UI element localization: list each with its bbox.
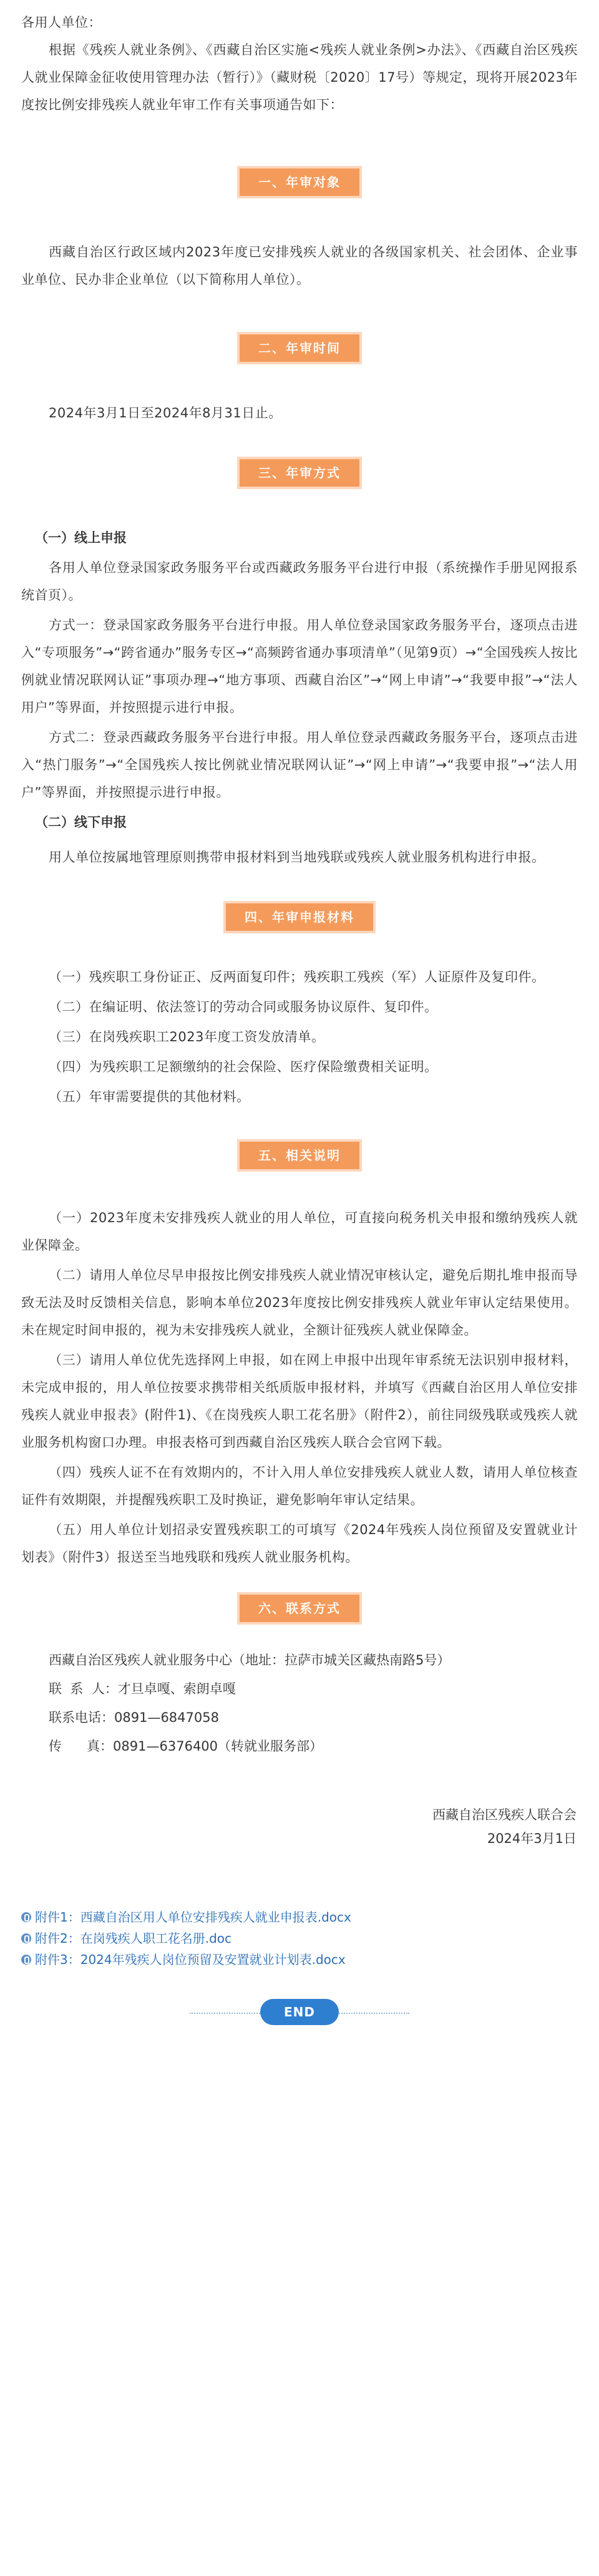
notes-item: （四）残疾人证不在有效期内的，不计入用人单位安排残疾人就业人数，请用人单位核查证件有效期限，并提醒残疾职工及时换证，避免影响年审认定结果。 [21,1465,578,1507]
section-badge: 五、相关说明 [240,1142,359,1169]
materials-item: （二）在编证明、依法签订的劳动合同或服务协议原件、复印件。 [49,999,438,1014]
contact-phone: 联系电话：0891—6847058 [49,1710,219,1725]
signature-org: 西藏自治区残疾人联合会 [432,1807,577,1822]
contact-org: 西藏自治区残疾人就业服务中心（地址：拉萨市城关区藏热南路5号） [49,1653,450,1668]
contact-fax: 传 真：0891—6376400（转就业服务部） [49,1739,323,1754]
section-badge: 六、联系方式 [240,1595,359,1622]
section-2-text: 2024年3月1日至2024年8月31日止。 [49,406,282,420]
section-5-header [21,1142,578,1169]
section-badge: 四、年审申报材料 [226,903,373,931]
notes-item: （二）请用人单位尽早申报按比例安排残疾人就业情况审核认定，避免后期扎堆申报而导致无法及时反馈相关信息，影响本单位2023年度按比例安排残疾人就业年审认定结果使用。未在规定时间申报的，视为未安排残疾人就业，全额计征残疾人就业保障金。 [21,1268,578,1338]
section-2-header [21,334,578,362]
end-badge: END [260,1999,339,2025]
notes-item: （三）请用人单位优先选择网上申报，如在网上申报中出现年审系统无法识别申报材料，未完成申报的，用人单位按要求携带相关纸质版申报材料，并填写《西藏自治区用人单位安排残疾人就业申报表》(附件1)、《在岗残疾人职工花名册》（附件2），前往同级残联或残疾人就业服务机构窗口办理。申报表格可到西藏自治区残疾人联合会官网下载。 [21,1353,578,1450]
section-badge: 二、年审时间 [240,334,359,362]
paperclip-icon [21,1912,31,1922]
materials-item: （五）年审需要提供的其他材料。 [49,1089,250,1104]
section-1-header [21,168,578,196]
notes-item: （五）用人单位计划招录安置残疾职工的可填写《2024年残疾人岗位预留及安置就业计划表》（附件3）报送至当地残联和残疾人就业服务机构。 [21,1522,578,1565]
attachments-list [21,1907,578,1970]
contact-person: 联 系 人：才旦卓嘎、索朗卓嘎 [49,1681,236,1696]
notes-item: （一）2023年度未安排残疾人就业的用人单位，可直接向税务机关申报和缴纳残疾人就业保障金。 [21,1210,578,1253]
online-heading: （一）线上申报 [35,530,127,545]
paperclip-icon [21,1955,31,1965]
attachment-link-3[interactable] [21,1949,578,1970]
online-paragraph-1: 各用人单位登录国家政务服务平台或西藏政务服务平台进行申报（系统操作手册见网报系统首页）。 [21,560,578,603]
salutation: 各用人单位： [21,15,102,30]
section-1-text: 西藏自治区行政区域内2023年度已安排残疾人就业的各级国家机关、社会团体、企业事业单位、民办非企业单位（以下简称用人单位）。 [21,245,578,287]
section-4-header [21,903,578,931]
article-body [21,0,578,2025]
attachment-link-2[interactable] [21,1928,578,1949]
intro-paragraph: 根据《残疾人就业条例》、《西藏自治区实施<残疾人就业条例>办法》、《西藏自治区残疾人就业保障金征收使用管理办法（暂行）》（藏财税〔2020〕17号）等规定，现将开展2023年度按比例安排残疾人就业年审工作有关事项通告如下： [21,42,578,112]
signature-date: 2024年3月1日 [487,1831,577,1846]
notes-list [21,1204,578,1571]
end-marker [21,1999,578,2025]
section-3-header [21,459,578,487]
offline-paragraph: 用人单位按属地管理原则携带申报材料到当地残联或残疾人就业服务机构进行申报。 [49,850,545,865]
materials-item: （三）在岗残疾职工2023年度工资发放清单。 [49,1029,325,1044]
signature-block [21,1803,578,1850]
online-paragraph-2: 方式一：登录国家政务服务平台进行申报。用人单位登录国家政务服务平台，逐项点击进入“专项服务”→“跨省通办”服务专区→“高频跨省通办事项清单”（见第9页）→“全国残疾人按比例就业情况联网认证”事项办理→“地方事项、西藏自治区”→“网上申请”→“我要申报”→“法人用户”等界面，并按照提示进行申报。 [21,618,578,715]
attachment-label: 附件1：西藏自治区用人单位安排残疾人就业申报表.docx [35,1910,351,1925]
materials-item: （一）残疾职工身份证正、反两面复印件；残疾职工残疾（军）人证原件及复印件。 [49,970,545,984]
online-paragraph-3: 方式二：登录西藏政务服务平台进行申报。用人单位登录西藏政务服务平台，逐项点击进入“热门服务”→“全国残疾人按比例就业情况联网认证”→“网上申请”→“我要申报”→“法人用户”等界面，并按照提示进行申报。 [21,730,578,800]
attachment-link-1[interactable] [21,1907,578,1928]
section-6-header [21,1595,578,1622]
section-badge: 三、年审方式 [240,459,359,487]
attachment-label: 附件3：2024年残疾人岗位预留及安置就业计划表.docx [35,1952,346,1967]
attachment-label: 附件2：在岗残疾人职工花名册.doc [35,1931,232,1946]
materials-item: （四）为残疾职工足额缴纳的社会保险、医疗保险缴费相关证明。 [49,1059,438,1074]
offline-heading: （二）线下申报 [35,815,127,830]
paperclip-icon [21,1933,31,1943]
materials-list [21,963,578,1111]
contact-block [21,1646,578,1761]
section-badge: 一、年审对象 [240,168,359,196]
